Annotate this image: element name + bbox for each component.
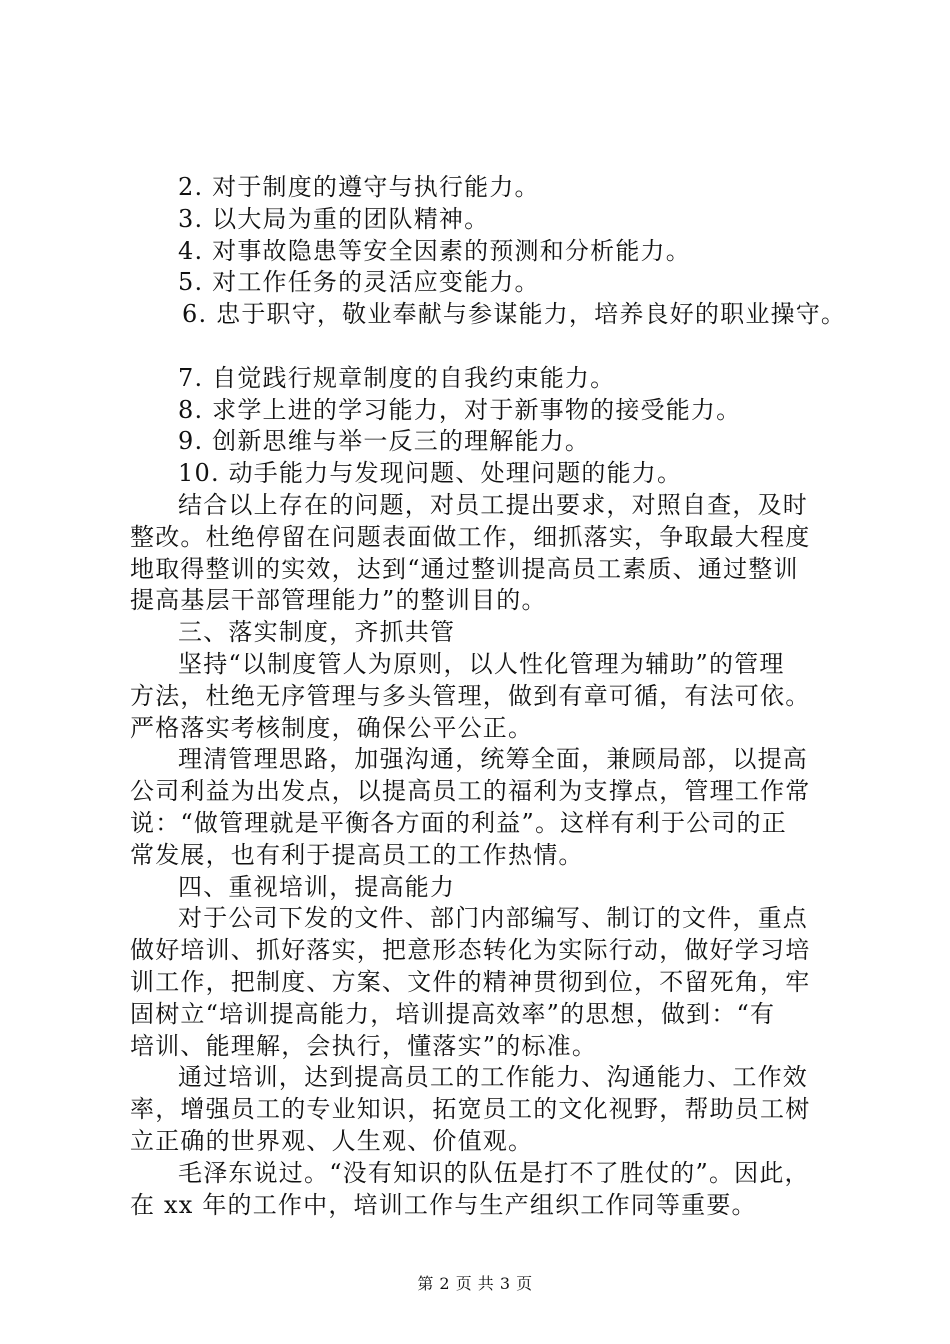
list-item: 6. 忠于职守，敬业奉献与参谋能力，培养良好的职业操守。 [182, 300, 847, 329]
document-body [130, 172, 847, 1221]
paragraph-line: 理清管理思路，加强沟通，统筹全面，兼顾局部，以提高 [178, 745, 808, 774]
paragraph-line: 固树立“培训提高能力，培训提高效率”的思想，做到：“有 [130, 999, 776, 1028]
paragraph-line: 毛泽东说过。“没有知识的队伍是打不了胜仗的”。因此， [178, 1158, 810, 1187]
paragraph-line: 在 xx 年的工作中，培训工作与生产组织工作同等重要。 [130, 1190, 757, 1219]
paragraph-line: 结合以上存在的问题，对员工提出要求，对照自查，及时 [178, 490, 808, 519]
paragraph-line: 整改。杜绝停留在问题表面做工作，细抓落实，争取最大程度 [130, 522, 811, 551]
paragraph-line: 训工作，把制度、方案、文件的精神贯彻到位，不留死角，牢 [130, 967, 811, 996]
list-item: 3. 以大局为重的团队精神。 [178, 204, 490, 233]
paragraph-line: 对于公司下发的文件、部门内部编写、制订的文件，重点 [178, 904, 808, 933]
paragraph [130, 1062, 830, 1157]
paragraph-line: 率，增强员工的专业知识，拓宽员工的文化视野，帮助员工树 [130, 1095, 811, 1124]
paragraph-line: 严格落实考核制度，确保公平公正。 [130, 713, 534, 742]
page-footer: 第 2 页 共 3 页 [417, 1274, 533, 1293]
paragraph-line: 做好培训、抓好落实，把意形态转化为实际行动，做好学习培 [130, 936, 811, 965]
paragraph-line: 说：“做管理就是平衡各方面的利益”。这样有利于公司的正 [130, 808, 787, 837]
paragraph-line: 立正确的世界观、人生观、价值观。 [130, 1126, 534, 1155]
paragraph-line: 地取得整训的实效，达到“通过整训提高员工素质、通过整训 [130, 554, 799, 583]
paragraph-line: 常发展，也有利于提高员工的工作热情。 [130, 840, 584, 869]
paragraph [130, 903, 830, 1062]
paragraph [130, 1158, 830, 1222]
paragraph-line: 通过培训，达到提高员工的工作能力、沟通能力、工作效 [178, 1063, 808, 1092]
list-item: 7. 自觉践行规章制度的自我约束能力。 [178, 363, 616, 392]
section-heading: 四、重视培训，提高能力 [178, 872, 456, 901]
list-item: 5. 对工作任务的灵活应变能力。 [178, 268, 540, 297]
blank-line [130, 331, 830, 363]
section-heading: 三、落实制度，齐抓共管 [178, 618, 456, 647]
list-item: 9. 创新思维与举一反三的理解能力。 [178, 427, 591, 456]
paragraph-line: 方法，杜绝无序管理与多头管理，做到有章可循，有法可依。 [130, 681, 811, 710]
paragraph [130, 490, 830, 617]
list-item: 2. 对于制度的遵守与执行能力。 [178, 173, 540, 201]
list-item: 4. 对事故隐患等安全因素的预测和分析能力。 [178, 236, 691, 265]
paragraph-line: 坚持“以制度管人为原则，以人性化管理为辅助”的管理 [178, 649, 785, 678]
list-item: 8. 求学上进的学习能力，对于新事物的接受能力。 [178, 395, 742, 424]
paragraph [130, 649, 830, 744]
paragraph [130, 744, 830, 871]
list-item: 10. 动手能力与发现问题、处理问题的能力。 [178, 459, 683, 488]
paragraph-line: 提高基层干部管理能力”的整训目的。 [130, 586, 547, 615]
paragraph-line: 公司利益为出发点，以提高员工的福利为支撑点，管理工作常 [130, 777, 811, 806]
paragraph-line: 培训、能理解，会执行，懂落实”的标准。 [130, 1031, 598, 1060]
